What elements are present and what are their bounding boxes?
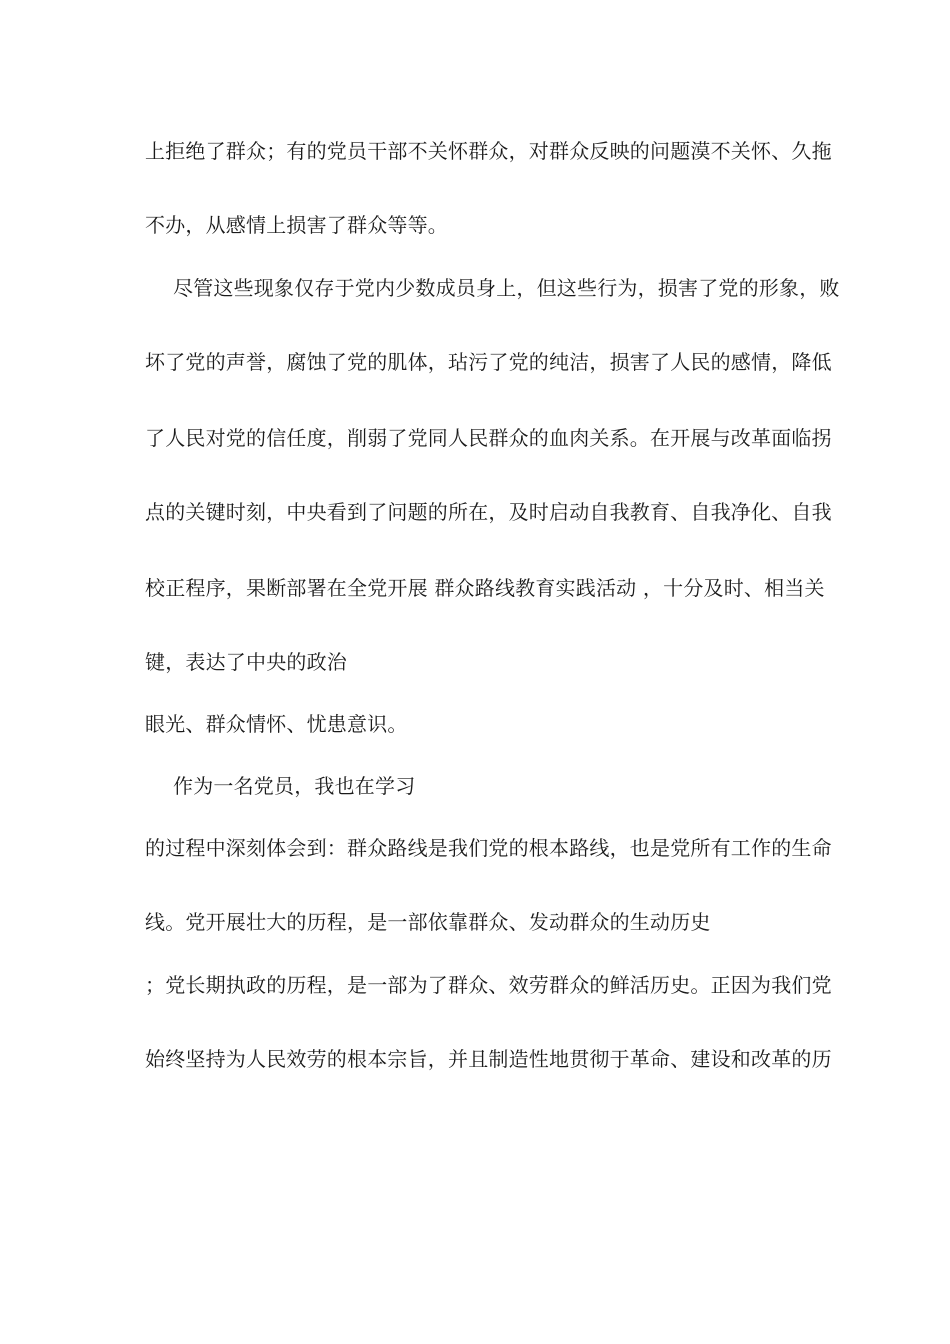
text-line: 眼光、群众情怀、忧患意识。: [145, 712, 408, 736]
text-line: 键，表达了中央的政治: [145, 650, 347, 674]
text-line: 点的关键时刻，中央看到了问题的所在，及时启动自我教育、自我净化、自我: [145, 500, 832, 524]
text-line: 坏了党的声誉，腐蚀了党的肌体，玷污了党的纯洁，损害了人民的感情，降低: [145, 350, 832, 374]
text-line: 始终坚持为人民效劳的根本宗旨，并且制造性地贯彻于革命、建设和改革的历: [145, 1047, 832, 1071]
text-line: 校正程序，果断部署在全党开展 群众路线教育实践活动 ，十分及时、相当关: [145, 576, 825, 600]
paragraph-first-line: 作为一名党员，我也在学习: [173, 774, 416, 798]
text-line: ；党长期执政的历程，是一部为了群众、效劳群众的鲜活历史。正因为我们党: [145, 973, 832, 997]
text-line: 线。党开展壮大的历程，是一部依靠群众、发动群众的生动历史: [145, 910, 711, 934]
paragraph-first-line: 尽管这些现象仅存于党内少数成员身上，但这些行为，损害了党的形象，败: [173, 276, 840, 300]
text-line: 了人民对党的信任度，削弱了党同人民群众的血肉关系。在开展与改革面临拐: [145, 426, 832, 450]
text-line: 上拒绝了群众；有的党员干部不关怀群众，对群众反映的问题漠不关怀、久拖: [145, 139, 832, 163]
text-line: 不办，从感情上损害了群众等等。: [145, 213, 448, 237]
text-line: 的过程中深刻体会到：群众路线是我们党的根本路线，也是党所有工作的生命: [145, 836, 832, 860]
